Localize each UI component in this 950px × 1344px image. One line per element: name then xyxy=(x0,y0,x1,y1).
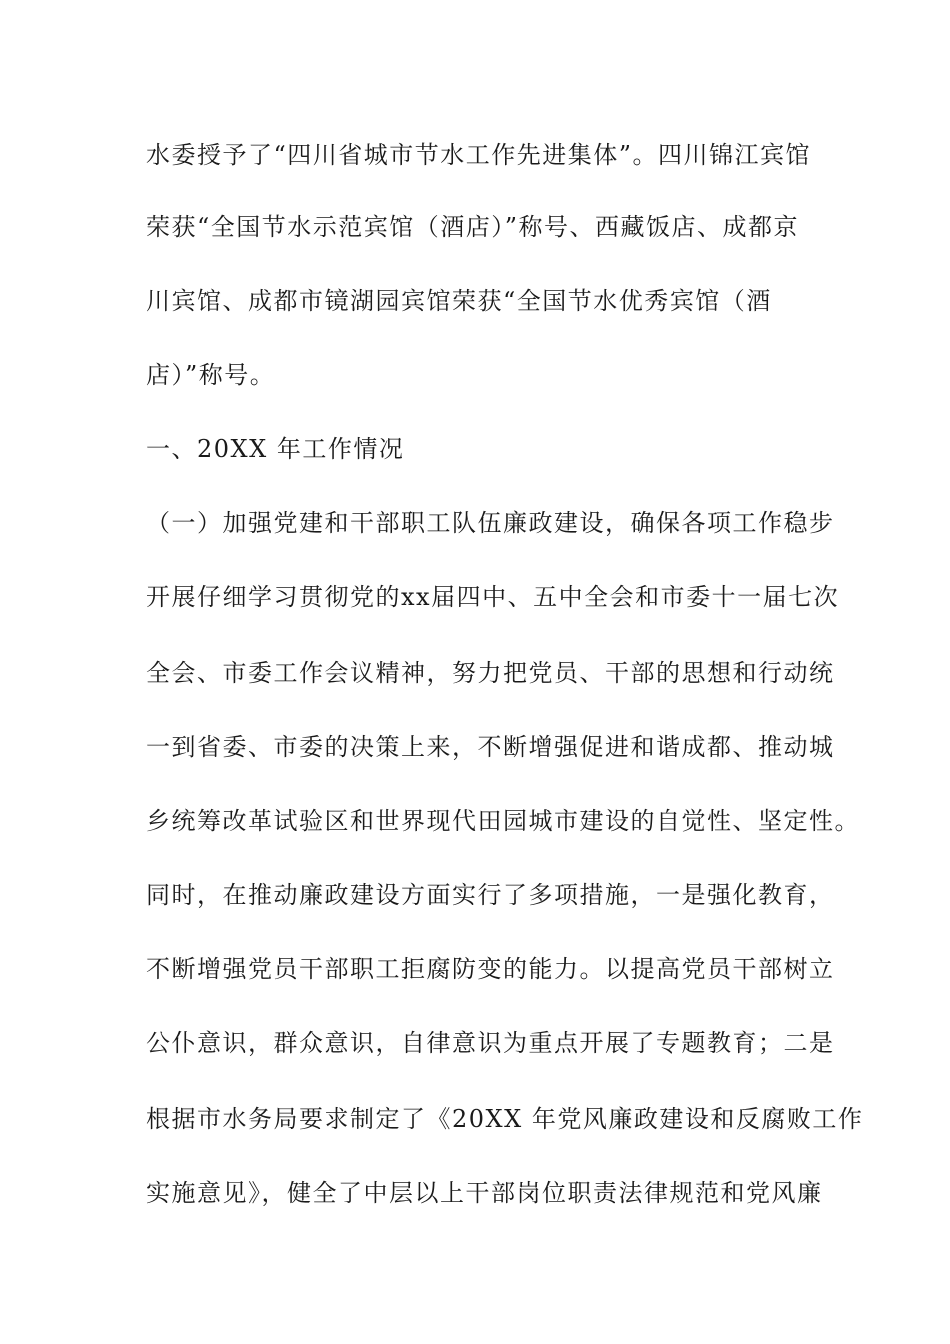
text-line-3: 川宾馆、成都市镜湖园宾馆荣获“全国节水优秀宾馆（酒 xyxy=(146,287,772,315)
text-line-13: 公仆意识，群众意识，自律意识为重点开展了专题教育；二是 xyxy=(146,1029,835,1057)
text-line-15: 实施意见》，健全了中层以上干部岗位职责法律规范和党风廉 xyxy=(146,1179,823,1207)
text-line-8: 全会、市委工作会议精神，努力把党员、干部的思想和行动统 xyxy=(146,659,835,687)
text-line-4: 店）”称号。 xyxy=(146,361,276,389)
text-line-11: 同时，在推动廉政建设方面实行了多项措施，一是强化教育， xyxy=(146,881,835,909)
text-line-9: 一到省委、市委的决策上来，不断增强促进和谐成都、推动城 xyxy=(146,733,835,761)
text-line-10: 乡统筹改革试验区和世界现代田园城市建设的自觉性、坚定性。 xyxy=(146,807,860,835)
text-line-7: 开展仔细学习贯彻党的xx届四中、五中全会和市委十一届七次 xyxy=(146,583,840,611)
text-line-12: 不断增强党员干部职工拒腐防变的能力。以提高党员干部树立 xyxy=(146,955,835,983)
text-line-14: 根据市水务局要求制定了《20XX 年党风廉政建设和反腐败工作 xyxy=(146,1105,864,1133)
text-line-1: 水委授予了“四川省城市节水工作先进集体”。四川锦江宾馆 xyxy=(146,141,812,169)
text-line-2: 荣获“全国节水示范宾馆（酒店）”称号、西藏饭店、成都京 xyxy=(146,213,800,241)
section-heading: 一、20XX 年工作情况 xyxy=(146,435,405,463)
subsection-heading: （一）加强党建和干部职工队伍廉政建设，确保各项工作稳步 xyxy=(146,509,835,537)
